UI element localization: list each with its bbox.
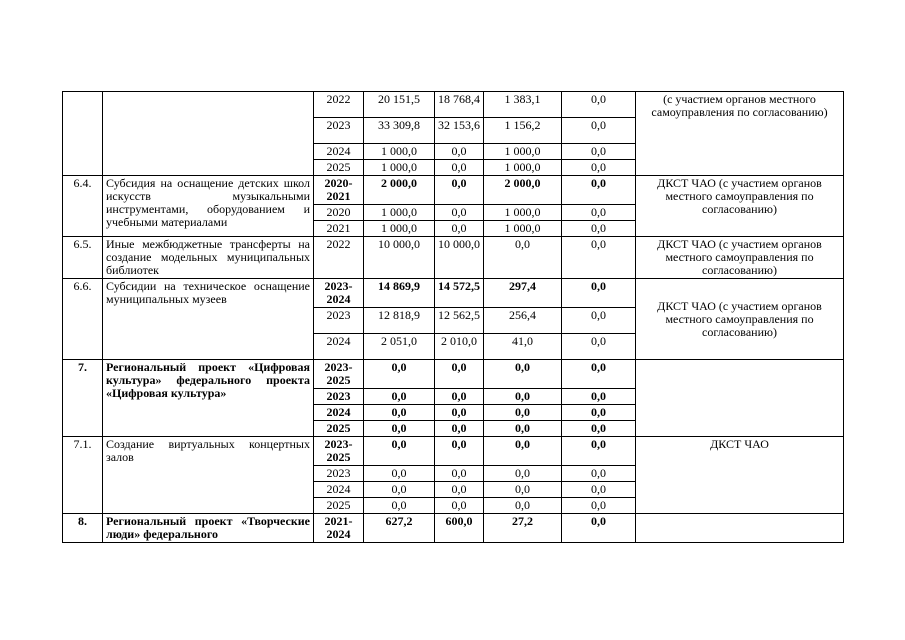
period-year: 2024 [314,405,364,421]
table-row [63,279,844,308]
federal-amount: 0,0 [435,360,484,389]
period-year: 2024 [314,482,364,498]
federal-amount: 0,0 [435,498,484,514]
item-number: 6.6. [63,279,103,360]
budget-table-body [63,92,844,543]
period-year: 2022 [314,92,364,118]
table-row [63,92,844,118]
federal-amount: 32 153,6 [435,118,484,144]
period-year: 2025 [314,160,364,176]
federal-amount: 0,0 [435,176,484,205]
other-amount: 0,0 [562,498,636,514]
total-amount: 12 818,9 [364,308,435,334]
federal-amount: 0,0 [435,205,484,221]
executor: ДКСТ ЧАО (с участием органов местного самоуправления по согласованию) [636,237,844,279]
period-year: 2023 [314,389,364,405]
district-amount: 256,4 [484,308,562,334]
period-year: 2021 [314,221,364,237]
other-amount: 0,0 [562,237,636,279]
table-row [63,360,844,389]
district-amount: 41,0 [484,334,562,360]
district-amount: 0,0 [484,482,562,498]
item-number: 8. [63,514,103,543]
total-amount: 0,0 [364,482,435,498]
other-amount: 0,0 [562,334,636,360]
period-year: 2023 [314,308,364,334]
item-number [63,92,103,176]
total-amount: 0,0 [364,360,435,389]
federal-amount: 0,0 [435,389,484,405]
district-amount: 297,4 [484,279,562,308]
total-amount: 1 000,0 [364,160,435,176]
table-row [63,437,844,466]
period-year: 2023 [314,118,364,144]
district-amount: 0,0 [484,437,562,466]
executor: ДКСТ ЧАО (с участием органов местного самоуправления по согласованию) [636,279,844,360]
district-amount: 1 000,0 [484,205,562,221]
period-year: 2023-2025 [314,437,364,466]
period-year: 2023 [314,466,364,482]
other-amount: 0,0 [562,221,636,237]
period-year: 2023-2024 [314,279,364,308]
district-amount: 1 156,2 [484,118,562,144]
other-amount: 0,0 [562,176,636,205]
other-amount: 0,0 [562,144,636,160]
item-name: Иные межбюджетные трансферты на создание модельных муниципальных библиотек [103,237,314,279]
period-year: 2020-2021 [314,176,364,205]
district-amount: 2 000,0 [484,176,562,205]
total-amount: 0,0 [364,498,435,514]
district-amount: 0,0 [484,466,562,482]
item-name: Создание виртуальных концертных залов [103,437,314,514]
period-year: 2020 [314,205,364,221]
table-row [63,176,844,205]
period-year: 2025 [314,421,364,437]
total-amount: 0,0 [364,405,435,421]
other-amount: 0,0 [562,405,636,421]
district-amount: 0,0 [484,389,562,405]
district-amount: 1 000,0 [484,221,562,237]
other-amount: 0,0 [562,160,636,176]
executor: ДКСТ ЧАО (с участием органов местного самоуправления по согласованию) [636,176,844,237]
item-name [103,92,314,176]
federal-amount: 0,0 [435,466,484,482]
federal-amount: 0,0 [435,160,484,176]
federal-amount: 0,0 [435,421,484,437]
other-amount: 0,0 [562,92,636,118]
executor: ДКСТ ЧАО [636,437,844,514]
federal-amount: 14 572,5 [435,279,484,308]
total-amount: 1 000,0 [364,205,435,221]
district-amount: 1 000,0 [484,144,562,160]
budget-table [62,91,844,543]
district-amount: 0,0 [484,421,562,437]
other-amount: 0,0 [562,421,636,437]
other-amount: 0,0 [562,437,636,466]
federal-amount: 10 000,0 [435,237,484,279]
district-amount: 1 000,0 [484,160,562,176]
total-amount: 0,0 [364,389,435,405]
table-row [63,514,844,543]
period-year: 2024 [314,334,364,360]
district-amount: 0,0 [484,360,562,389]
period-year: 2024 [314,144,364,160]
federal-amount: 0,0 [435,144,484,160]
total-amount: 1 000,0 [364,144,435,160]
executor [636,360,844,437]
executor: (с участием органов местного самоуправления по согласованию) [636,92,844,176]
federal-amount: 2 010,0 [435,334,484,360]
federal-amount: 18 768,4 [435,92,484,118]
item-number: 6.5. [63,237,103,279]
period-year: 2022 [314,237,364,279]
total-amount: 14 869,9 [364,279,435,308]
district-amount: 0,0 [484,237,562,279]
other-amount: 0,0 [562,279,636,308]
item-name: Субсидия на оснащение детских школ искусств музыкальными инструментами, оборудованием и учебными материалами [103,176,314,237]
federal-amount: 0,0 [435,482,484,498]
item-number: 7.1. [63,437,103,514]
total-amount: 0,0 [364,437,435,466]
federal-amount: 0,0 [435,437,484,466]
total-amount: 1 000,0 [364,221,435,237]
other-amount: 0,0 [562,389,636,405]
item-number: 7. [63,360,103,437]
total-amount: 0,0 [364,466,435,482]
district-amount: 27,2 [484,514,562,543]
total-amount: 627,2 [364,514,435,543]
district-amount: 0,0 [484,498,562,514]
total-amount: 2 000,0 [364,176,435,205]
federal-amount: 12 562,5 [435,308,484,334]
executor [636,514,844,543]
total-amount: 2 051,0 [364,334,435,360]
item-name: Региональный проект «Творческие люди» федерального [103,514,314,543]
total-amount: 10 000,0 [364,237,435,279]
other-amount: 0,0 [562,205,636,221]
table-row [63,237,844,279]
period-year: 2021-2024 [314,514,364,543]
other-amount: 0,0 [562,514,636,543]
item-number: 6.4. [63,176,103,237]
federal-amount: 0,0 [435,221,484,237]
total-amount: 0,0 [364,421,435,437]
item-name: Субсидии на техническое оснащение муниципальных музеев [103,279,314,360]
federal-amount: 600,0 [435,514,484,543]
other-amount: 0,0 [562,482,636,498]
item-name: Региональный проект «Цифровая культура» федерального проекта «Цифровая культура» [103,360,314,437]
total-amount: 33 309,8 [364,118,435,144]
other-amount: 0,0 [562,118,636,144]
period-year: 2023-2025 [314,360,364,389]
other-amount: 0,0 [562,360,636,389]
district-amount: 1 383,1 [484,92,562,118]
other-amount: 0,0 [562,466,636,482]
total-amount: 20 151,5 [364,92,435,118]
district-amount: 0,0 [484,405,562,421]
federal-amount: 0,0 [435,405,484,421]
period-year: 2025 [314,498,364,514]
other-amount: 0,0 [562,308,636,334]
